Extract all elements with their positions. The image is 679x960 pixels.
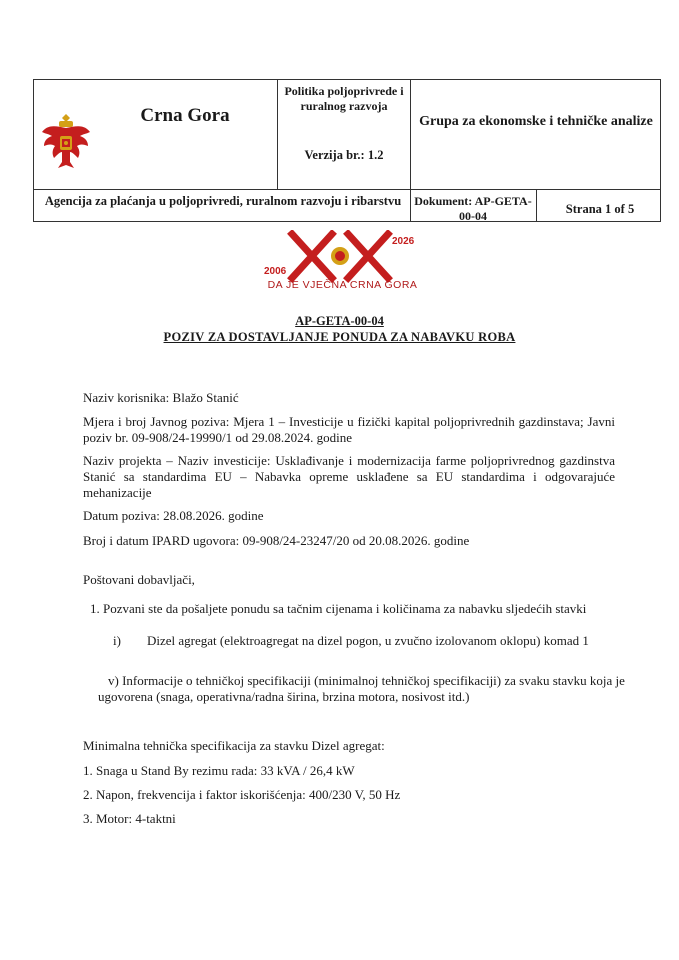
call-date: Datum poziva: 28.08.2026. godine	[83, 508, 264, 523]
item-1: 1. Pozvani ste da pošaljete ponudu sa tačnim cijenama i količinama za nabavku sljedećih stavki	[90, 601, 587, 616]
item-v: v) Informacije o tehničkoj specifikaciji (minimalnoj tehničkoj specifikaciji) za svaku stavku koja je ugovorena (snaga, operativna/radna širina, brzina motora, nosivost itd.)	[98, 673, 625, 704]
spec-line: 1. Snaga u Stand By rezimu rada: 33 kVA / 26,4 kW	[83, 763, 355, 778]
version-label: Verzija br.: 1.2	[304, 148, 384, 162]
coat-of-arms-icon	[40, 112, 92, 174]
project-name: Naziv projekta – Naziv investicije: Usklađivanje i modernizacija farme poljoprivrednog gazdinstva Stanić sa standardima EU – Nabavka opreme usklađene sa EU standardima i odgovarajuće mehanizacije	[83, 453, 615, 500]
item-1-i-label: i)	[113, 633, 121, 648]
contract-info: Broj i datum IPARD ugovora: 09-908/24-23247/20 od 20.08.2026. godine	[83, 533, 470, 548]
slogan: DA JE VJEČNA CRNA GORA	[267, 279, 418, 291]
country-name: Crna Gora	[140, 105, 230, 126]
spec-line: 2. Napon, frekvencija i faktor iskorišćenja: 400/230 V, 50 Hz	[83, 787, 401, 802]
divider	[277, 79, 278, 189]
spec-line: 3. Motor: 4-taktni	[83, 811, 176, 826]
item-1-i-text: Dizel agregat (elektroagregat na dizel pogon, u zvučno izolovanom oklopu) komad 1	[147, 633, 589, 648]
doc-code: AP-GETA-00-04	[295, 314, 384, 328]
group-label: Grupa za ekonomske i tehničke analize	[419, 114, 653, 129]
doc-title: POZIV ZA DOSTAVLJANJE PONUDA ZA NABAVKU ROBA	[163, 330, 516, 344]
policy-label: Politika poljoprivrede i ruralnog razvoja	[284, 84, 404, 113]
agency-label: Agencija za plaćanja u poljoprivredi, ruralnom razvoju i ribarstvu	[44, 194, 402, 208]
divider	[536, 189, 537, 222]
divider	[33, 189, 661, 190]
beneficiary-name: Naziv korisnika: Blažo Stanić	[83, 390, 239, 405]
page-number: Strana 1 of 5	[565, 202, 635, 216]
greeting: Poštovani dobavljači,	[83, 572, 195, 587]
document-number: Dokument: AP-GETA-00-04	[414, 194, 532, 223]
measure-info: Mjera i broj Javnog poziva: Mjera 1 – Investicije u fizički kapital poljoprivrednih gazdinstava; Javni poziv br. 09-908/24-19990/1 od 29.08.2024. godine	[83, 414, 615, 445]
spec-title: Minimalna tehnička specifikacija za stavku Dizel agregat:	[83, 738, 385, 753]
year-end: 2026	[392, 236, 415, 247]
divider	[410, 79, 411, 222]
year-start: 2006	[264, 266, 287, 277]
